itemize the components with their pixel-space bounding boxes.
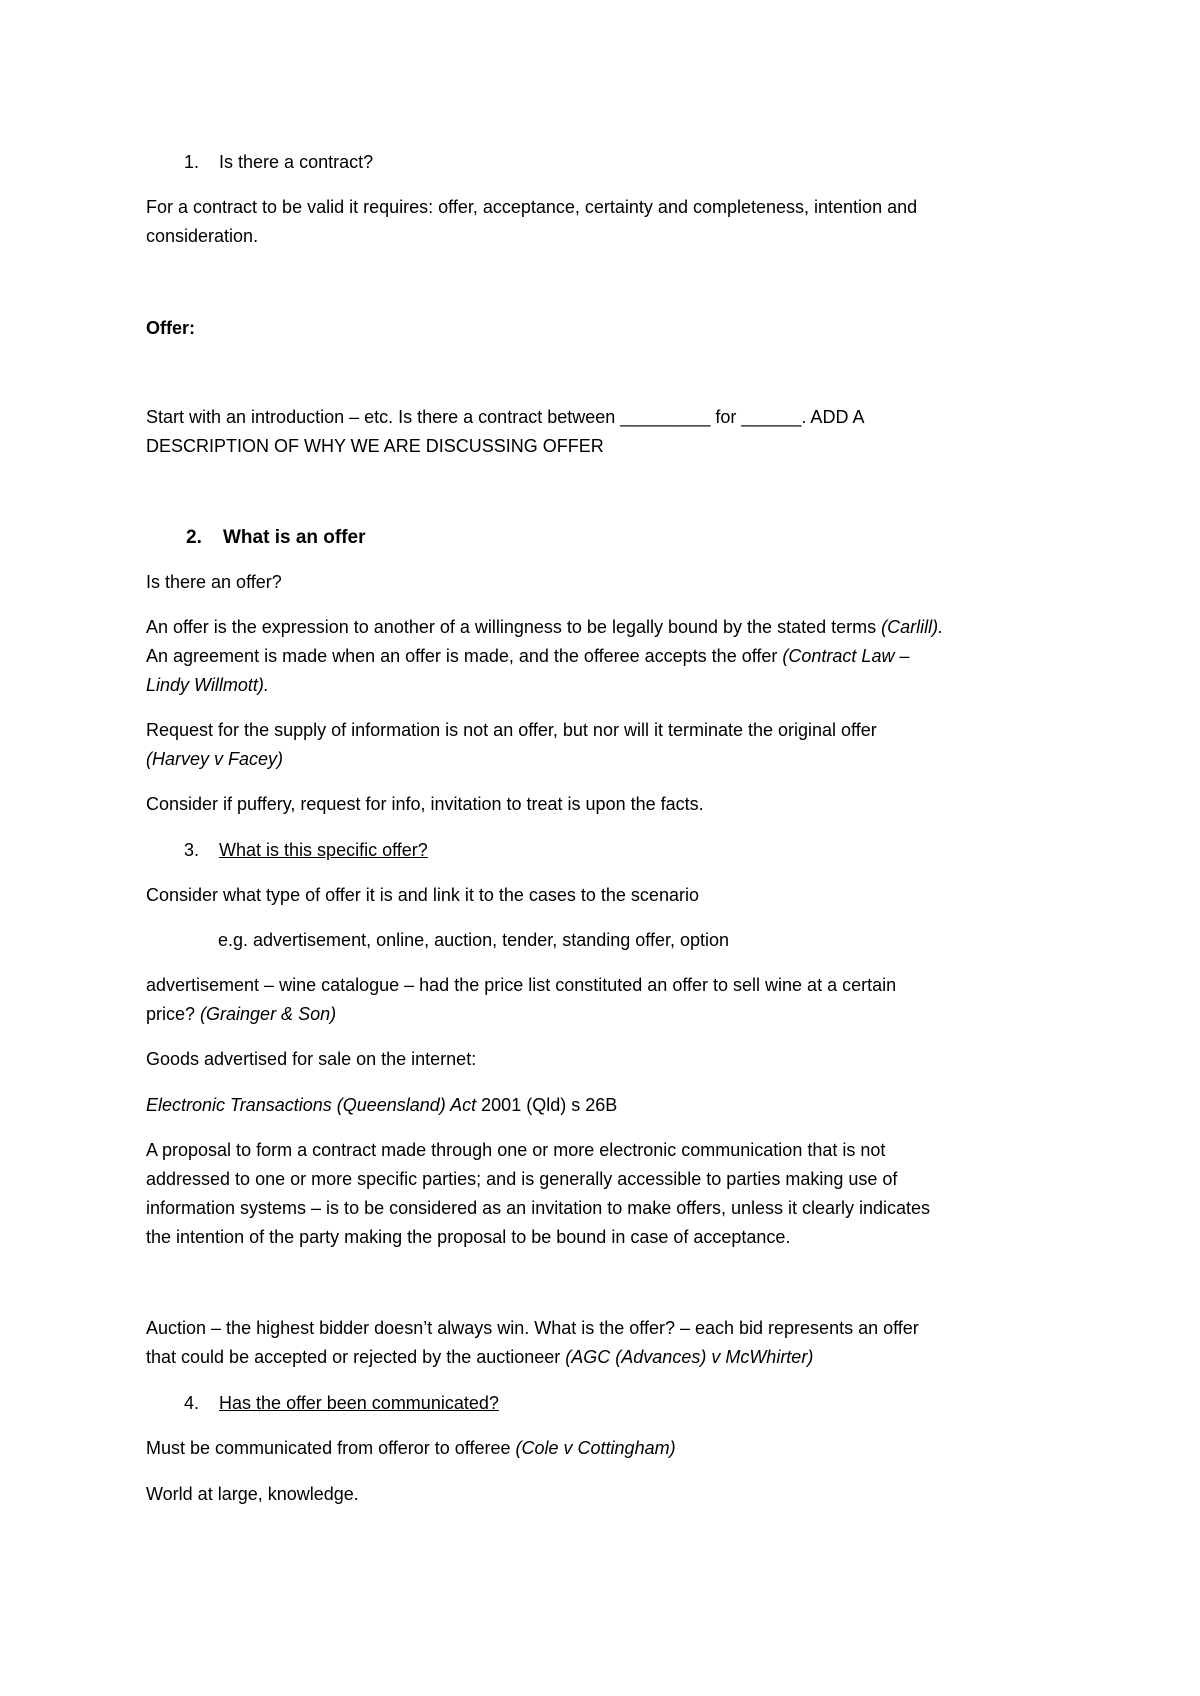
section-4-heading xyxy=(184,1389,499,1418)
section-3-title: What is this specific offer? xyxy=(219,840,428,860)
offer-definition-line-3: Lindy Willmott). xyxy=(146,675,269,695)
offer-heading: Offer: xyxy=(146,318,195,338)
requirements-line-2: consideration. xyxy=(146,226,259,246)
statute-name: Electronic Transactions (Queensland) Act xyxy=(146,1095,477,1115)
section-2-heading xyxy=(186,523,366,552)
internet-goods-note: Goods advertised for sale on the internet: xyxy=(146,1049,477,1069)
auction-line-2 xyxy=(146,1343,813,1372)
advertisement-line-1: advertisement – wine catalogue – had the price list constituted an offer to sell wine at a certain xyxy=(146,975,897,995)
requirements-line-1: For a contract to be valid it requires: offer, acceptance, certainty and completeness, intention and xyxy=(146,197,918,217)
offer-type-note: Consider what type of offer it is and link it to the cases to the scenario xyxy=(146,885,699,905)
source-contract-law: (Contract Law – xyxy=(782,646,910,666)
section-1-heading xyxy=(184,148,373,177)
communication-text: Must be communicated from offeror to offeree xyxy=(146,1438,516,1458)
section-4-number: 4. xyxy=(184,1393,200,1413)
offer-definition-text: An offer is the expression to another of a willingness to be legally bound by the stated terms xyxy=(146,617,882,637)
intro-line-1: Start with an introduction – etc. Is there a contract between _________ for ______. ADD A xyxy=(146,407,865,427)
section-4-title: Has the offer been communicated? xyxy=(219,1393,499,1413)
statute-reference xyxy=(146,1091,617,1120)
agreement-text: An agreement is made when an offer is made, and the offeree accepts the offer xyxy=(146,646,783,666)
case-agc-v-mcwhirter: (AGC (Advances) v McWhirter) xyxy=(565,1347,814,1367)
offer-type-examples: e.g. advertisement, online, auction, tender, standing offer, option xyxy=(218,930,730,950)
intro-line-2: DESCRIPTION OF WHY WE ARE DISCUSSING OFFER xyxy=(146,436,604,456)
advertisement-line-2 xyxy=(146,1000,336,1029)
statute-section: 2001 (Qld) s 26B xyxy=(476,1095,618,1115)
section-2-title: What is an offer xyxy=(222,527,366,548)
proposal-line-1: A proposal to form a contract made through one or more electronic communication that is not xyxy=(146,1140,886,1160)
auctioneer-text: that could be accepted or rejected by the auctioneer xyxy=(146,1347,566,1367)
price-question: price? xyxy=(146,1004,201,1024)
auction-line-1: Auction – the highest bidder doesn’t always win. What is the offer? – each bid represents an offer xyxy=(146,1318,919,1338)
case-cole-v-cottingham: (Cole v Cottingham) xyxy=(515,1438,676,1458)
puffery-note: Consider if puffery, request for info, invitation to treat is upon the facts. xyxy=(146,794,704,814)
section-3-heading xyxy=(184,836,428,865)
case-carlill: (Carlill). xyxy=(881,617,944,637)
offer-definition-line-1 xyxy=(146,613,943,642)
section-2-number: 2. xyxy=(186,527,202,548)
offer-definition-line-2 xyxy=(146,642,909,671)
proposal-line-3: information systems – is to be considered as an invitation to make offers, unless it clearly indicates xyxy=(146,1198,931,1218)
proposal-line-2: addressed to one or more specific parties; and is generally accessible to parties making use of xyxy=(146,1169,898,1189)
world-at-large-note: World at large, knowledge. xyxy=(146,1484,359,1504)
is-there-an-offer: Is there an offer? xyxy=(146,572,282,592)
communication-note xyxy=(146,1434,676,1463)
case-grainger: (Grainger & Son) xyxy=(200,1004,337,1024)
information-request-line-1: Request for the supply of information is not an offer, but nor will it terminate the original offer xyxy=(146,720,877,740)
section-1-title: Is there a contract? xyxy=(219,152,374,172)
section-1-number: 1. xyxy=(184,152,200,172)
section-3-number: 3. xyxy=(184,840,200,860)
proposal-line-4: the intention of the party making the proposal to be bound in case of acceptance. xyxy=(146,1227,791,1247)
case-harvey-v-facey: (Harvey v Facey) xyxy=(146,749,284,769)
